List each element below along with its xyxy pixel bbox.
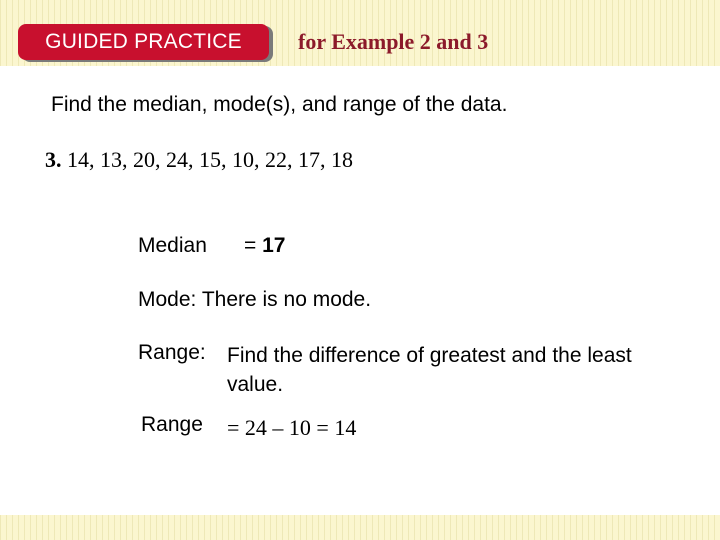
subheading: for Example 2 and 3 [298, 29, 489, 54]
median-equals: = [244, 234, 257, 257]
problem-number: 3. [45, 147, 62, 172]
range-explanation: Find the difference of greatest and the least value. [227, 344, 632, 396]
footer-band [0, 515, 720, 540]
range-result-label: Range [141, 413, 203, 436]
instructions-text: Find the median, mode(s), and range of the data. [51, 93, 508, 116]
median-label: Median [138, 234, 207, 257]
problem-data: 14, 13, 20, 24, 15, 10, 22, 17, 18 [67, 147, 353, 172]
median-value: 17 [262, 234, 286, 257]
range-result-equation: = 24 – 10 = 14 [227, 415, 357, 440]
range-label: Range: [138, 341, 206, 364]
median-equation [244, 234, 285, 258]
guided-practice-badge: GUIDED PRACTICE [18, 24, 269, 60]
mode-answer: Mode: There is no mode. [138, 288, 372, 311]
problem-statement [45, 147, 353, 173]
